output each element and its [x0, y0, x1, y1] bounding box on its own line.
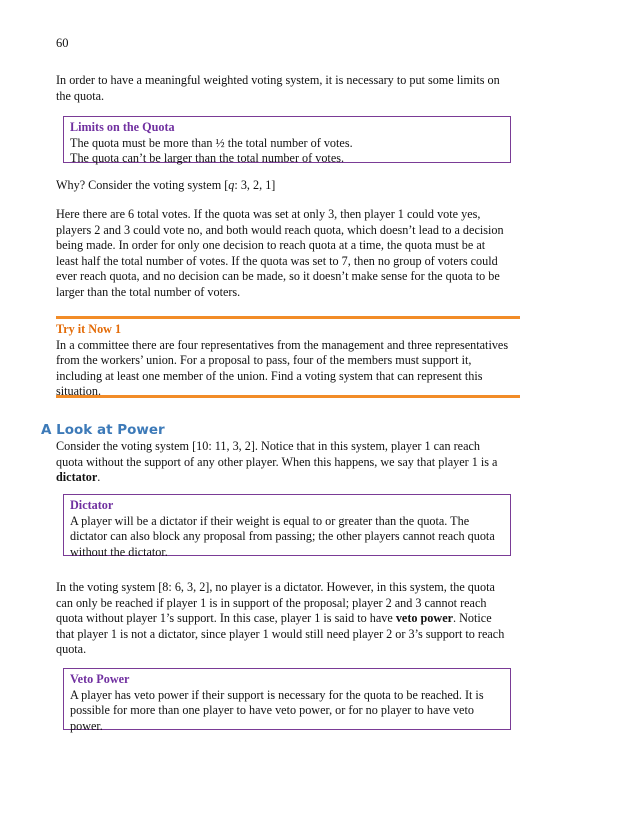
try-it-now-line: situation. [56, 384, 102, 399]
veto-power-term: veto power [395, 611, 454, 626]
section-heading: A Look at Power [41, 422, 165, 438]
veto-power-box [63, 668, 511, 733]
paragraph-line: being made. In order for only one decision to reach quota at a time, the quota must be at [56, 238, 486, 253]
paragraph-line: ever reach quota, and no decision can be made, so it doesn’t make sense for the quota to be [56, 269, 500, 284]
dictator-box-line: without the dictator. [70, 544, 168, 559]
paragraph-line: larger than the total number of voters. [56, 284, 241, 299]
paragraph-line: quota without player 1’s support. In this case, player 1 is said to have veto power. Notice [56, 611, 492, 626]
dictator-box [63, 494, 511, 559]
why-prefix: Why? Consider the voting system [ [56, 178, 229, 192]
veto-box-title: Veto Power [70, 672, 130, 686]
quota-explanation-paragraph [56, 207, 586, 301]
paragraph-line: dictator. [56, 470, 101, 485]
veto-paragraph [56, 580, 586, 658]
paragraph-line: can only be reached if player 1 is in support of the proposal; player 2 and 3 cannot reach [56, 595, 487, 610]
limits-box-title: Limits on the Quota [70, 120, 175, 134]
intro-line: the quota. [56, 88, 105, 103]
paragraph-line: In the voting system [8: 6, 3, 2], no player is a dictator. However, in this system, the quota [56, 580, 495, 594]
intro-paragraph [56, 73, 576, 104]
dictator-box-line: A player will be a dictator if their weight is equal to or greater than the quota. The [70, 513, 470, 528]
try-it-now-line: from the workers’ union. For a proposal to pass, four of the members must support it, [56, 353, 472, 368]
veto-box-line: power. [70, 718, 103, 733]
intro-line: In order to have a meaningful weighted voting system, it is necessary to put some limits on [56, 73, 500, 87]
veto-box-line: A player has veto power if their support is necessary for the quota to be reached. It is [70, 687, 484, 702]
paragraph-line: quota without the support of any other player. When this happens, we say that player 1 is a [56, 454, 498, 469]
try-it-now-line: In a committee there are four representatives from the management and three representatives [56, 337, 509, 352]
try-it-now-title: Try it Now 1 [56, 322, 122, 336]
paragraph-line: least half the total number of votes. If the quota was set to 7, then no group of voters could [56, 253, 498, 268]
paragraph-line: that player 1 is not a dictator, since player 1 would still need player 2 or 3’s support to reach [56, 626, 505, 641]
paragraph-line: Consider the voting system [10: 11, 3, 2]. Notice that in this system, player 1 can reach [56, 439, 480, 453]
why-q: q [228, 178, 235, 192]
dictator-box-line: dictator can also block any proposal from passing; the other players cannot reach quota [70, 529, 495, 544]
limits-box-line: The quota can’t be larger than the total number of votes. [70, 151, 345, 166]
veto-box-line: possible for more than one player to have veto power, or for no player to have veto [70, 703, 474, 718]
paragraph-line: Here there are 6 total votes. If the quota was set at only 3, then player 1 could vote yes, [56, 207, 481, 221]
dictator-box-title: Dictator [70, 498, 114, 512]
paragraph-line: players 2 and 3 could vote no, and both would reach quota, which doesn’t lead to a decision [56, 222, 504, 237]
power-paragraph [56, 439, 586, 486]
why-suffix: : 3, 2, 1] [234, 178, 276, 192]
limits-on-quota-box [63, 116, 511, 166]
try-it-now-line: including at least one member of the union. Find a voting system that can represent this [56, 368, 483, 383]
dictator-term: dictator [56, 470, 98, 485]
page-number: 60 [56, 36, 69, 50]
limits-box-line: The quota must be more than ½ the total number of votes. [70, 135, 353, 150]
paragraph-line: quota. [56, 642, 87, 657]
try-it-now-box [56, 316, 520, 398]
why-line [56, 178, 576, 194]
